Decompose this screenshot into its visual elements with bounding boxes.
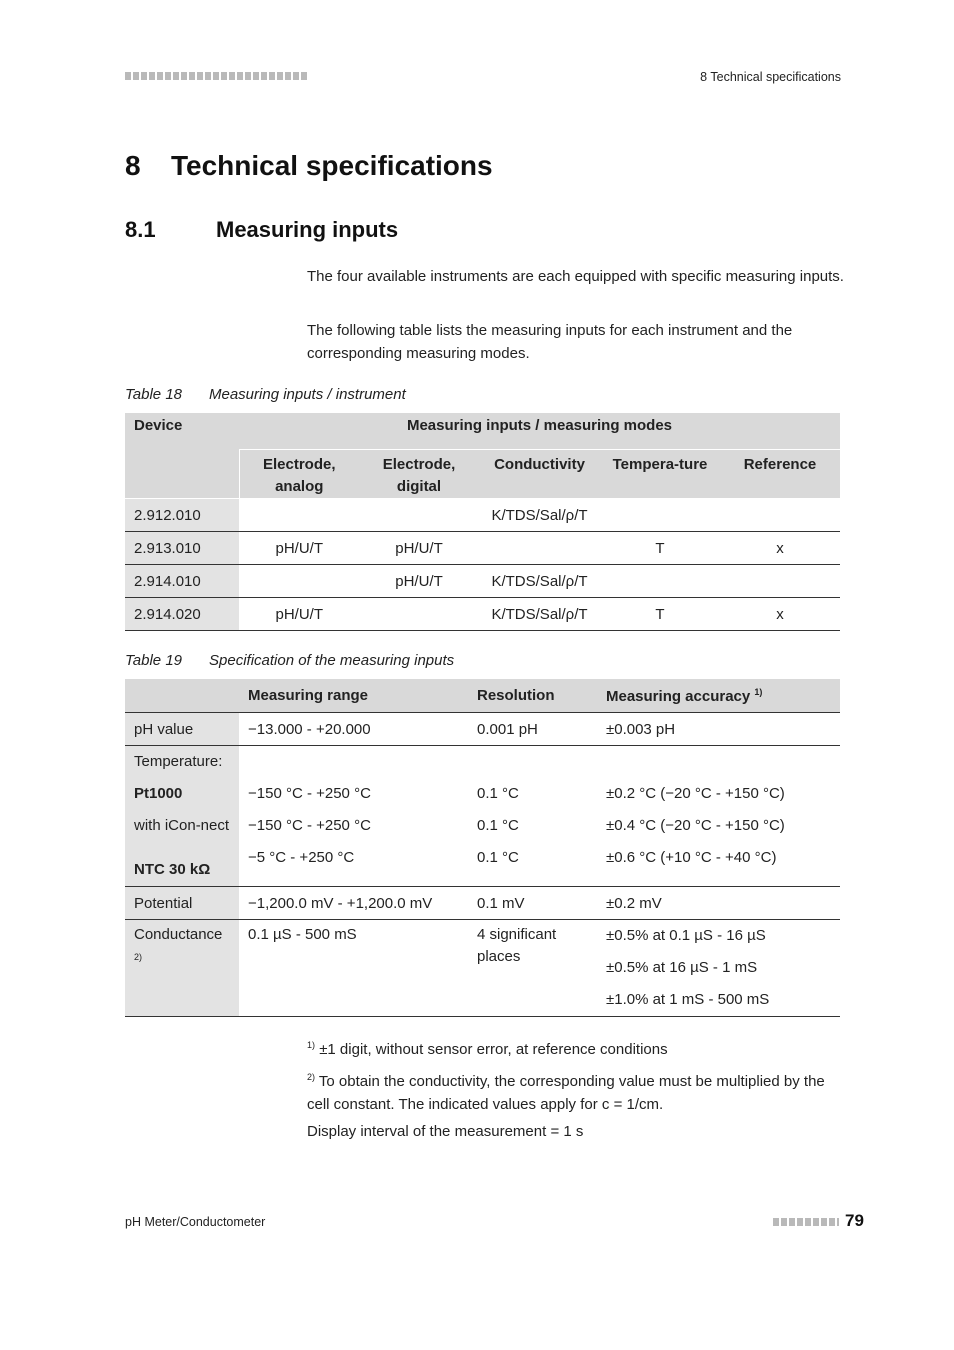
running-header: 8 Technical specifications — [700, 70, 841, 84]
col-reference: Reference — [720, 450, 840, 499]
footnote-2-text: To obtain the conductivity, the corresponding value must be multiplied by the cell constant. The indicated values apply for c = 1/cm. — [307, 1073, 825, 1113]
table-row-ph — [125, 713, 840, 746]
table18-caption — [125, 386, 406, 403]
row-label-temperature — [125, 746, 239, 887]
col-empty — [125, 679, 239, 713]
page-number: 79 — [845, 1211, 864, 1230]
cell-analog: pH/U/T — [239, 598, 359, 631]
cell-device: 2.914.020 — [125, 598, 239, 631]
intro-paragraph-1: The four available instruments are each equipped with specific measuring inputs. — [307, 268, 844, 285]
label-ntc: NTC 30 kΩ — [134, 861, 211, 878]
row-label-conductance — [125, 920, 239, 1017]
cell-digital: pH/U/T — [359, 532, 479, 565]
accuracy-ntc: ±0.6 °C (+10 °C - +40 °C) — [606, 849, 777, 866]
resolution-ntc: 0.1 °C — [477, 849, 519, 866]
table19-caption-number: Table 19 — [125, 652, 182, 669]
footer-product: pH Meter/Conductometer — [125, 1215, 266, 1229]
cell-device: 2.914.010 — [125, 565, 239, 598]
cell-device: 2.912.010 — [125, 499, 239, 532]
footnote-2-mark: 2) — [307, 1072, 316, 1082]
cell-accuracy-conductance — [597, 920, 840, 1017]
cell-digital — [359, 598, 479, 631]
accuracy-header-label: Measuring accuracy — [606, 687, 751, 705]
table-row-potential — [125, 887, 840, 920]
chapter-number: 8 — [125, 150, 141, 181]
table-row — [125, 532, 840, 565]
cell-range: −13.000 - +20.000 — [239, 713, 468, 746]
table18-caption-text: Measuring inputs / instrument — [209, 386, 406, 403]
cell-resolution: 4 significant places — [468, 920, 597, 1017]
table-row — [125, 499, 840, 532]
cell-resolution: 0.001 pH — [468, 713, 597, 746]
accuracy-pt1000: ±0.2 °C (−20 °C - +150 °C) — [606, 785, 785, 802]
table18-caption-number: Table 18 — [125, 386, 182, 403]
accuracy-iconnect: ±0.4 °C (−20 °C - +150 °C) — [606, 817, 785, 834]
cell-reference: x — [720, 598, 840, 631]
cell-resolution: 0.1 mV — [468, 887, 597, 920]
resolution-iconnect: 0.1 °C — [477, 817, 519, 834]
cell-conductivity: K/TDS/Sal/ρ/T — [479, 499, 600, 532]
cell-range-temperature — [239, 746, 468, 887]
accuracy-range-3: ±1.0% at 1 mS - 500 mS — [606, 991, 770, 1008]
range-pt1000: −150 °C - +250 °C — [248, 785, 371, 802]
table-row — [125, 565, 840, 598]
cell-digital — [359, 499, 479, 532]
cell-analog — [239, 565, 359, 598]
cell-range: −1,200.0 mV - +1,200.0 mV — [239, 887, 468, 920]
accuracy-range-1: ±0.5% at 0.1 µS - 16 µS — [606, 927, 766, 944]
cell-temperature: T — [600, 532, 720, 565]
cell-analog: pH/U/T — [239, 532, 359, 565]
section-title: Measuring inputs — [216, 217, 399, 242]
cell-digital: pH/U/T — [359, 565, 479, 598]
table-header-row — [125, 679, 840, 713]
table19-caption — [125, 652, 454, 669]
col-electrode-analog: Electrode, analog — [239, 450, 359, 499]
footnote-1-mark: 1) — [307, 1040, 316, 1050]
cell-reference: x — [720, 532, 840, 565]
section-number: 8.1 — [125, 217, 156, 242]
range-iconnect: −150 °C - +250 °C — [248, 817, 371, 834]
table-row-temperature — [125, 746, 840, 887]
chapter-title: Technical specifications — [171, 150, 493, 181]
cell-conductivity — [479, 532, 600, 565]
measuring-specifications-table — [125, 679, 840, 1017]
cell-temperature — [600, 565, 720, 598]
intro-paragraph-2: The following table lists the measuring inputs for each instrument and the corresponding measuring modes. — [307, 322, 793, 362]
cell-accuracy-temperature — [597, 746, 840, 887]
label-temperature: Temperature: — [134, 753, 223, 770]
table-row-conductance — [125, 920, 840, 1017]
cell-reference — [720, 565, 840, 598]
header-decoration — [125, 72, 307, 80]
col-device: Device — [125, 413, 239, 499]
cell-reference — [720, 499, 840, 532]
footnote-ref-1: 1) — [754, 686, 763, 697]
measuring-inputs-table — [125, 413, 840, 631]
cell-conductivity: K/TDS/Sal/ρ/T — [479, 598, 600, 631]
row-label-ph: pH value — [125, 713, 239, 746]
cell-resolution-temperature — [468, 746, 597, 887]
footnote-1 — [307, 1034, 847, 1062]
chapter-heading — [125, 150, 493, 182]
col-temperature: Tempera-ture — [600, 450, 720, 499]
label-with-iconnect: with iCon-nect — [134, 817, 230, 834]
label-pt1000: Pt1000 — [134, 785, 183, 802]
cell-temperature — [600, 499, 720, 532]
table-row — [125, 598, 840, 631]
cell-device: 2.913.010 — [125, 532, 239, 565]
display-interval-note: Display interval of the measurement = 1 s — [307, 1123, 584, 1140]
accuracy-range-2: ±0.5% at 16 µS - 1 mS — [606, 959, 758, 976]
cell-conductivity: K/TDS/Sal/ρ/T — [479, 565, 600, 598]
range-ntc: −5 °C - +250 °C — [248, 849, 355, 866]
cell-accuracy: ±0.003 pH — [597, 713, 840, 746]
col-group-measuring-inputs: Measuring inputs / measuring modes — [239, 413, 840, 450]
col-conductivity: Conductivity — [479, 450, 600, 499]
resolution-pt1000: 0.1 °C — [477, 785, 519, 802]
table-header-row — [125, 413, 840, 450]
row-label-potential: Potential — [125, 887, 239, 920]
col-measuring-range: Measuring range — [239, 679, 468, 713]
footer-decoration — [773, 1218, 839, 1226]
footnote-1-text: ±1 digit, without sensor error, at reference conditions — [319, 1041, 668, 1058]
cell-accuracy: ±0.2 mV — [597, 887, 840, 920]
col-resolution: Resolution — [468, 679, 597, 713]
cell-temperature: T — [600, 598, 720, 631]
cell-range: 0.1 µS - 500 mS — [239, 920, 468, 1017]
col-electrode-digital: Electrode, digital — [359, 450, 479, 499]
section-heading — [125, 217, 398, 243]
label-conductance: Conductance — [134, 926, 223, 943]
footnote-2 — [307, 1066, 847, 1116]
cell-analog — [239, 499, 359, 532]
footnote-ref-2: 2) — [134, 952, 143, 962]
col-measuring-accuracy — [597, 679, 840, 713]
table19-caption-text: Specification of the measuring inputs — [209, 652, 455, 669]
